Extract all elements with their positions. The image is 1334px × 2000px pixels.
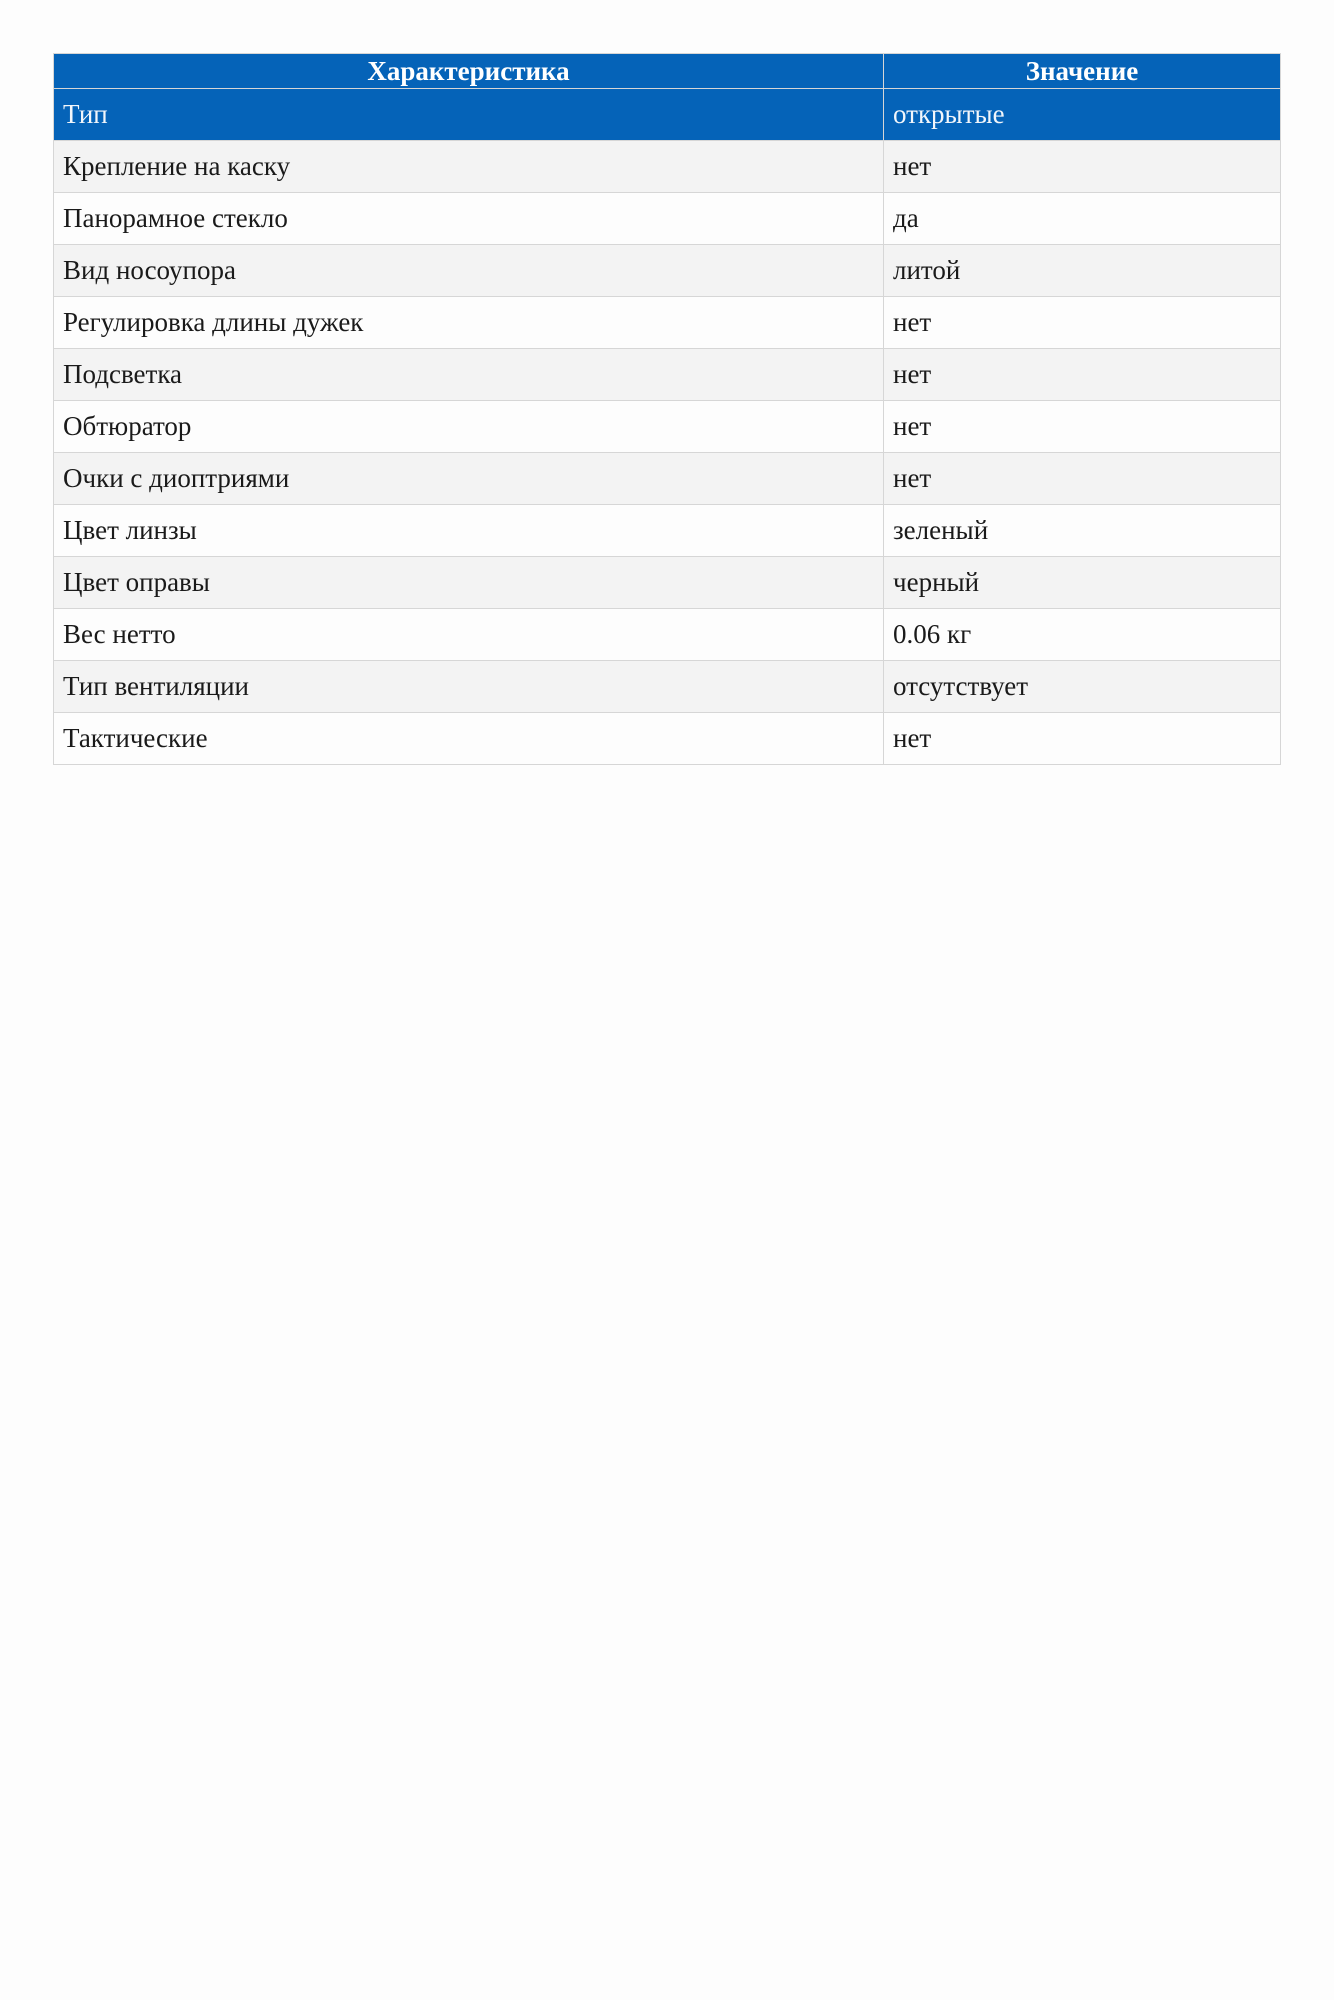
table-row — [54, 193, 1281, 245]
row-name-cell: Вид носоупора — [54, 245, 884, 297]
table-row — [54, 245, 1281, 297]
table-header — [54, 54, 1281, 89]
row-name-cell: Обтюратор — [54, 401, 884, 453]
row-name-cell: Вес нетто — [54, 609, 884, 661]
row-value-cell: нет — [884, 349, 1281, 401]
row-value-cell: отсутствует — [884, 661, 1281, 713]
row-name-cell: Тип — [54, 89, 884, 141]
row-name-cell: Регулировка длины дужек — [54, 297, 884, 349]
row-value-cell: литой — [884, 245, 1281, 297]
table-row — [54, 713, 1281, 765]
table-row — [54, 505, 1281, 557]
table-body — [54, 89, 1281, 765]
table-row — [54, 349, 1281, 401]
table-row — [54, 661, 1281, 713]
row-name-cell: Панорамное стекло — [54, 193, 884, 245]
row-value-cell: 0.06 кг — [884, 609, 1281, 661]
row-value-cell: нет — [884, 297, 1281, 349]
row-value-cell: черный — [884, 557, 1281, 609]
table-row — [54, 557, 1281, 609]
row-value-cell: открытые — [884, 89, 1281, 141]
table-row — [54, 453, 1281, 505]
row-name-cell: Цвет оправы — [54, 557, 884, 609]
spec-table — [53, 53, 1281, 765]
row-name-cell: Очки с диоптриями — [54, 453, 884, 505]
row-name-cell: Крепление на каску — [54, 141, 884, 193]
row-name-cell: Цвет линзы — [54, 505, 884, 557]
row-value-cell: нет — [884, 141, 1281, 193]
table-row — [54, 297, 1281, 349]
table-row — [54, 141, 1281, 193]
row-value-cell: да — [884, 193, 1281, 245]
row-name-cell: Подсветка — [54, 349, 884, 401]
row-value-cell: нет — [884, 713, 1281, 765]
table-row — [54, 609, 1281, 661]
row-value-cell: нет — [884, 453, 1281, 505]
table-row-highlight — [54, 89, 1281, 141]
header-row — [54, 54, 1281, 89]
row-name-cell: Тип вентиляции — [54, 661, 884, 713]
row-value-cell: нет — [884, 401, 1281, 453]
row-name-cell: Тактические — [54, 713, 884, 765]
row-value-cell: зеленый — [884, 505, 1281, 557]
column-header-characteristic: Характеристика — [54, 54, 884, 89]
column-header-value: Значение — [884, 54, 1281, 89]
table-row — [54, 401, 1281, 453]
